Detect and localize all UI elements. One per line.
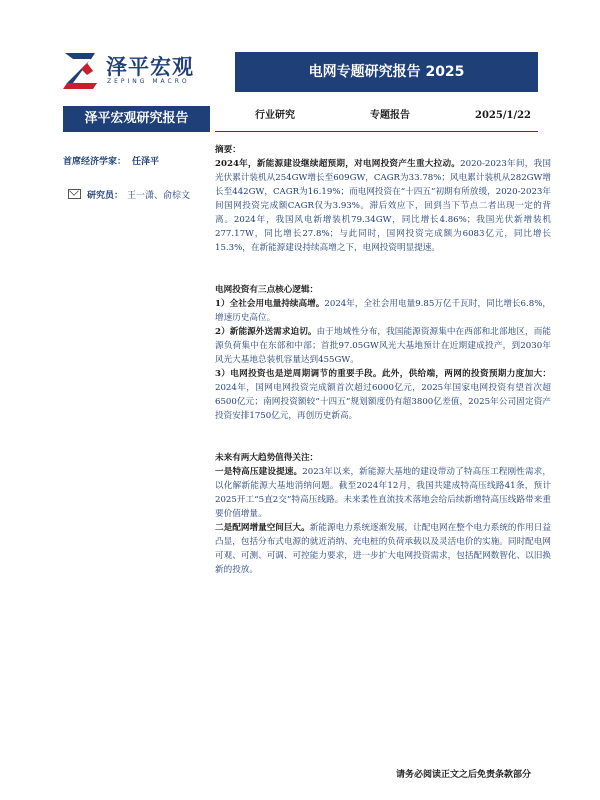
zeping-macro-logo: [63, 49, 223, 93]
logic-3-text: 2024年，国网电网投资完成额首次超过6000亿元，2025年国家电网投资有望首次超6500亿元；南网投资额较“十四五”规划额度仍有超3800亿差值，2025年公司固定资产投资安排1750亿元，再创历史新高。: [215, 383, 551, 421]
chief-economist: [63, 154, 159, 167]
logic-1-lead: 1）全社会用电量持续高增。: [215, 299, 325, 309]
zeping-logo-icon: [63, 49, 99, 89]
economist-name: 任泽平: [132, 157, 160, 167]
researcher-label: 研究员：: [87, 191, 124, 201]
trend-point-2: [215, 521, 551, 577]
logic-point-2: [215, 325, 551, 367]
abstract-text: 2020-2023年间，我国光伏累计装机从254GW增长至609GW，CAGR为33.78%；风电累计装机从282GW增长至442GW，CAGR为16.19%；而电网投资在“十四五”初期有所放缓，2020-2023年间国网投资完成额CAGR仅为3.93%。滞后效应下，回到当下节点二者出现一定的背离。2024年，我国风电新增装机79.34GW，同比增长4.86%；我国光伏新增装机277.17W，同比增长27.8%；与此同时，国网投资完成额为6083亿元，同比增长15.3%，在新能源建设持续高增之下，电网投资明显提速。: [215, 159, 551, 253]
meta-date: 2025/1/22: [475, 110, 532, 121]
logic-point-3: [215, 367, 551, 423]
trend-1-lead: 一是特高压建设提速。: [215, 467, 303, 477]
economist-label: 首席经济学家：: [63, 157, 127, 167]
sidebar-title: 泽平宏观研究报告: [63, 106, 210, 132]
disclaimer-note: 请务必阅读正文之后免责条款部分: [396, 770, 532, 780]
logic-heading: 电网投资有三点核心逻辑：: [215, 285, 319, 295]
trend-2-lead: 二是配网增量空间巨大。: [215, 523, 310, 533]
report-body: [215, 143, 551, 577]
trend-2-text: 新能源电力系统逐渐发展，让配电网在整个电力系统的作用日益凸显，包括分布式电源的就近消纳、充电桩的负荷承载以及灵活电价的实施。同时配电网可观、可测、可调、可控能力要求，进一步扩大电网投资需求，包括配网数智化、以旧换新的投放。: [215, 523, 551, 575]
meta-industry: 行业研究: [255, 110, 295, 121]
meta-report-type: 专题报告: [370, 110, 410, 121]
researchers: [68, 188, 190, 201]
header-divider: [215, 131, 538, 132]
trend-heading: 未来有两大趋势值得关注：: [215, 453, 319, 463]
logic-1-text: 2024年，全社会用电量9.85万亿千瓦时，同比增长6.8%，增速历史高位。: [215, 299, 551, 323]
trend-1-text: 2023年以来，新能源大基地的建设带动了特高压工程刚性需求，以化解新能源大基地消纳问题。截至2024年12月，我国共建成特高压线路41条，预计2025开工“5直2交”特高压线路。未来柔性直流技术落地会给后续新增特高压线路带来重要价值增量。: [215, 467, 551, 519]
report-title-banner: 电网专题研究报告 2025: [235, 52, 538, 92]
logic-2-text: 由于地域性分布，我国能源资源集中在西部和北部地区，而能源负荷集中在东部和中部；首批97.05GW风光大基地预计在近期建成投产，到2030年风光大基地总装机容量达到455GW。: [215, 327, 551, 365]
abstract-lead: 2024年，新能源建设继续超预期，对电网投资产生重大拉动。: [215, 159, 461, 169]
logic-point-1: [215, 297, 551, 325]
abstract-label: 摘要：: [215, 145, 241, 155]
mail-icon: [68, 189, 81, 199]
brand-name-cn: 泽平宏观: [106, 55, 194, 79]
trend-point-1: [215, 465, 551, 521]
researcher-names: 王一潇、俞棕文: [127, 191, 191, 201]
logic-3-lead: 3）电网投资也是逆周期调节的重要手段。此外，供给端，两网的投资预期力度加大：: [215, 369, 551, 379]
logic-2-lead: 2）新能源外送需求迫切。: [215, 327, 317, 337]
brand-name-en: ZEPING MACRO: [107, 78, 190, 85]
abstract-paragraph: [215, 157, 551, 255]
